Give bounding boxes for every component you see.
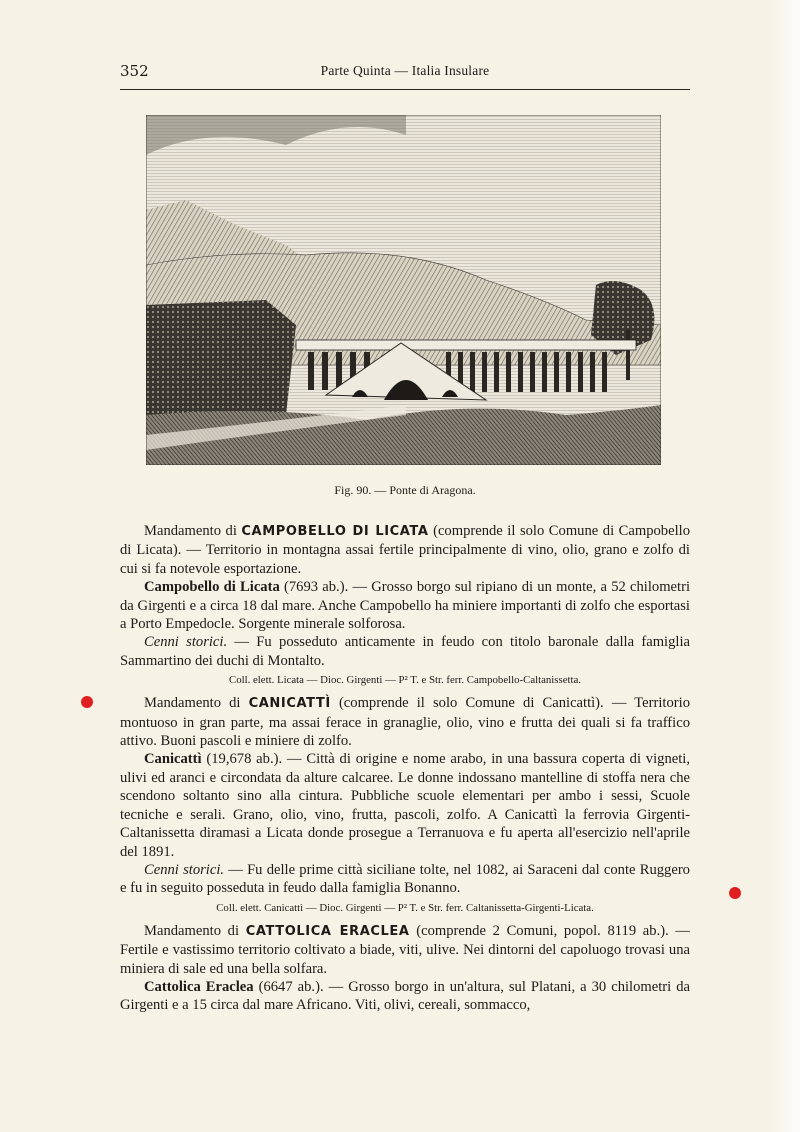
history-text: — Fu delle prime città siciliane tolte, nel 1082, ai Saraceni dal conte Ruggero e fu in seguito posseduta in feudo dalla famiglia Bonanno. <box>120 861 690 897</box>
mandamento-text: (comprende il solo Comune di Canicattì). — Territorio montuoso in gran parte, ma assai ferace in granaglie, olio, vino e frutta dei quali si fa traffico attivo. Buoni pascoli e miniere di zolfo. <box>120 695 690 750</box>
mandamento-label: Mandamento di <box>144 523 237 539</box>
page-edge <box>772 0 800 1132</box>
paragraph-campobello-town <box>120 578 690 633</box>
paragraph-cattolica-town <box>120 978 690 1015</box>
mandamento-name: CATTOLICA ERACLEA <box>245 923 410 939</box>
mandamento-text: (comprende il solo Comune di Campobello di Licata). — Territorio in montagna assai fertile principalmente di vino, olio, grano e zolfo di cui si fa notevole esportazione. <box>120 523 690 577</box>
history-label: Cenni storici. <box>144 634 228 651</box>
page-header <box>120 62 690 82</box>
town-text: (6647 ab.). — Grosso borgo in un'altura, sul Platani, a 30 chilometri da Girgenti e a 15 circa dal mare Africano. Viti, olivi, cereali, sommacco, <box>120 978 690 1014</box>
paragraph-canicatti-intro <box>120 694 690 750</box>
figure-caption: Fig. 90. — Ponte di Aragona. <box>334 483 476 497</box>
paragraph-campobello-intro <box>120 522 690 578</box>
mandamento-label: Mandamento di <box>144 695 241 712</box>
mandamento-label: Mandamento di <box>144 922 240 939</box>
mandamento-text: (comprende 2 Comuni, popol. 8119 ab.). — Fertile e vastissimo territorio coltivato a biade, viti, ulive. Nei dintorni del capoluogo trovasi una miniera di sale ed una bella solfara. <box>120 922 690 977</box>
coll-note-canicatti: Coll. elett. Canicattì — Dioc. Girgenti — P² T. e Str. ferr. Caltanissetta-Girgenti-Licata. <box>216 901 594 914</box>
town-text: (7693 ab.). — Grosso borgo sul ripiano di un monte, a 52 chilometri da Girgenti e a circa 18 dal mare. Anche Campobello ha miniere importanti di zolfo che esportasi a Porto Empedocle. Sorgente minerale solforosa. <box>120 579 691 633</box>
page-number: 352 <box>120 62 149 80</box>
mandamento-name: CANICATTÌ <box>248 696 331 712</box>
town-name: Campobello di Licata <box>144 579 280 596</box>
paragraph-campobello-history <box>120 633 690 670</box>
body-text <box>120 522 690 1015</box>
engraving-figure <box>146 115 661 465</box>
history-label: Cenni storici. <box>144 861 225 878</box>
engraving-illustration <box>146 115 661 465</box>
town-name: Canicattì <box>144 751 202 768</box>
coll-note-campobello: Coll. elett. Licata — Dioc. Girgenti — P² T. e Str. ferr. Campobello-Caltanissetta. <box>229 674 581 687</box>
town-name: Cattolica Eraclea <box>144 978 254 995</box>
paragraph-canicatti-history <box>120 861 690 898</box>
mandamento-name: CAMPOBELLO DI LICATA <box>241 524 429 539</box>
red-marker-dot <box>729 887 741 899</box>
paragraph-canicatti-town <box>120 750 690 860</box>
town-text: (19,678 ab.). — Città di origine e nome arabo, in una bassura coperta di vigneti, ulivi ed aranci e circondata da alture calcaree. Le donne indossano mantelline di stoffa nera che scendono soltanto sino alla cintura. Pubbliche scuole elementari per ambo i sessi, Scuole tecniche e serali. Grano, olio, vino, frutta, pascoli, zolfo. A Canicattì la ferrovia Girgenti-Caltanissetta diramasi a Licata donde prosegue a Terranuova e fu aperta all'esercizio nell'aprile del 1891. <box>120 751 690 860</box>
red-marker-dot <box>81 696 93 708</box>
paragraph-cattolica-intro <box>120 922 690 978</box>
history-text: — Fu posseduto anticamente in feudo con titolo baronale dalla famiglia Sammartino dei duchi di Montalto. <box>120 634 690 669</box>
header-rule <box>120 89 690 90</box>
running-head: Parte Quinta — Italia Insulare <box>320 63 490 78</box>
